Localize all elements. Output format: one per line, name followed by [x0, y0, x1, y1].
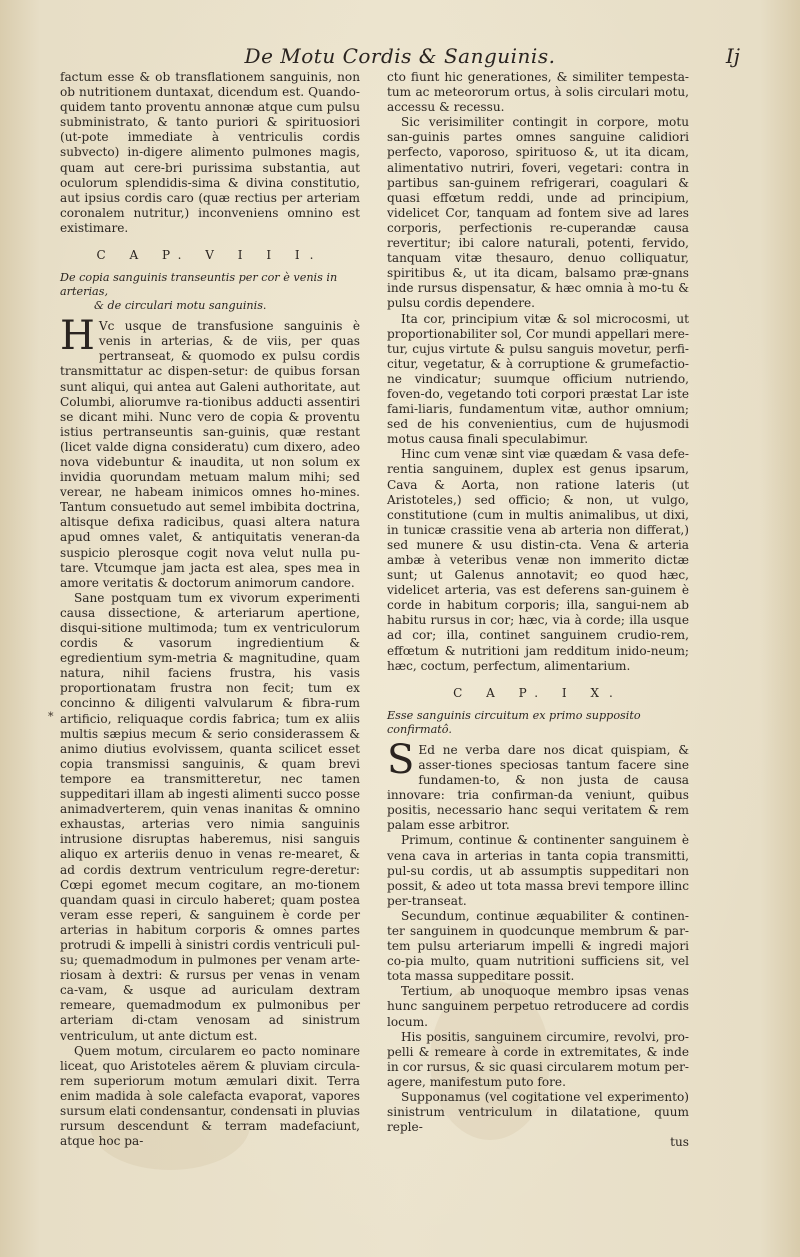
- paragraph: Tertium, ab unoquoque membro ipsas venas hunc sanguinem perpetuo retroducere ad cordis locum.: [387, 984, 689, 1029]
- paragraph: [387, 736, 689, 834]
- paragraph: Primum, continue & continenter sanguinem è vena cava in arterias in tanta copia transmitti, pul-su cordis, ut ab assumptis suppeditari non possit, & adeo ut tota massa brevi tempore illinc per-transeat.: [387, 833, 689, 908]
- chapter-title-line: & de circulari motu sanguinis.: [94, 299, 267, 313]
- right-column: [387, 70, 689, 1150]
- drop-cap: S: [387, 736, 415, 783]
- paragraph: His positis, sanguinem circumire, revolvi, pro-pelli & remeare à corde in extremitates, & inde in cor rursus, & sic quasi circularem motum per-agere, manifestum puto fore.: [387, 1029, 689, 1089]
- margin-star-mark: *: [48, 710, 54, 723]
- page-number: Ij: [725, 44, 740, 68]
- chapter-heading: C A P. I X.: [453, 685, 623, 700]
- paragraph: Sane postquam tum ex vivorum experimenti causa dissectione, & arteriarum apertione, disqui-sitione multimoda; tum ex ventriculorum cordis & vasorum ingredientium & egredientium sym-metria & magnitudine, quam natura, nihil faciens frustra, his vasis proportionatam frustra non fecit; tum ex concinno & diligenti valvularum & fibra-rum artificio, reliquaque cordis fabrica; tum ex aliis multis sæpius mecum & serio considerassem & animo diutius evolvissem, quanta scilicet esset copia transmissi sanguinis, & quam brevi tempore ea transmitteretur, nec tamen suppeditari illam ab ingesti alimenti succo posse animadverterem, quin venas inanitas & omnino exhaustas, arterias vero nimia sanguinis intrusione disruptas haberemus, nisi sanguis aliquo ex arteriis denuo in venas re-mearet, & ad cordis dextrum ventriculum regre-deretur: Cœpi egomet mecum cogitare, an mo-tionem quandam quasi in circulo haberet; quam postea veram esse reperi, & sanguinem è corde per arterias in habitum corporis & omnes partes protrudi & impelli à sinistri cordis ventriculi pul-su; quemadmodum in pulmones per venam arte-riosam à dextri: & rursus per venas in venam ca-vam, & usque ad auriculam dextram remeare, quemadmodum ex pulmonibus per arteriam di-ctam venosam ad sinistrum ventriculum, ut ante dictum est.: [60, 590, 360, 1043]
- paragraph: Ita cor, principium vitæ & sol microcosmi, ut proportionabiliter sol, Cor mundi appellari mere-tur, cujus virtute & pulsu sanguis movetur, perfi-citur, vegetatur, & à corruptione & grumefactio-ne vindicatur; suumque officium nutriendo, foven-do, vegetando toti corpori præstat Lar iste fami-liaris, fundamentum vitæ, author omnium; sed de his convenientius, cum de hujusmodi motus causa finali speculabimur.: [387, 311, 689, 447]
- drop-cap: H: [60, 313, 95, 360]
- paragraph: [60, 313, 360, 591]
- paragraph-text: Vc usque de transfusione sanguinis è venis in arterias, & de viis, per quas pertranseat, & quomodo ex pulsu cordis transmittatur ac dispen-setur: de quibus forsan sunt aliqui, qui antea aut Galeni authoritate, aut Columbi, aliorumve ra-tionibus adducti assentiri se dicant mihi. Nunc vero de copia & proventu istius pertranseuntis san-guinis, quæ restant (licet valde digna consideratu) cum dixero, adeo nova videbuntur & inaudita, ut non solum ex invidia quorundam metuam malum mihi; sed verear, ne habeam inimicos omnes ho-mines. Tantum consuetudo aut semel imbibita doctrina, altisque defixa radicibus, quasi altera natura apud omnes valet, & antiquitatis veneran-da suspicio plerosque cogit nova velut nulla pu-tare. Vtcumque jam jacta est alea, spes mea in amore veritatis & doctorum animorum candore.: [60, 319, 360, 590]
- chapter-heading: C A P. V I I I.: [96, 248, 324, 263]
- paragraph-text: Ed ne verba dare nos dicat quispiam, & asser-tiones speciosas tantum facere sine fundamen-to, & non justa de causa innovare: tria confirman-da veniunt, quibus positis, necessario hanc sequi veritatem & rem palam esse arbitror.: [387, 742, 689, 833]
- paragraph: Sic verisimiliter contingit in corpore, motu san-guinis partes omnes sanguine calidiori perfecto, vaporoso, spirituoso &, ut ita dicam, alimentativo nutriri, foveri, vegetari: contra in partibus san-guinem refrigerari, coagulari & quasi effœtum reddi, unde ad principium, videlicet Cor, tanquam ad fontem sive ad lares corporis, perfectionis re-cuperandæ causa revertitur; ibi calore naturali, potenti, fervido, tanquam vitæ thesauro, denuo colliquatur, spiritibus &, ut ita dicam, balsamo præ-gnans inde rursus dispensatur, & hæc omnia à mo-tu & pulsu cordis dependere.: [387, 115, 689, 311]
- paragraph: Secundum, continue æquabiliter & continen-ter sanguinem in quodcunque membrum & par-tem pulsu arteriarum impelli & ingredi majori co-pia multo, quam nutritioni sufficiens sit, vel tota massa suppeditare possit.: [387, 908, 689, 984]
- chapter-title: Esse sanguinis circuitum ex primo supposito confirmatô.: [387, 708, 641, 736]
- chapter-title: [60, 271, 360, 313]
- paragraph: Supponamus (vel cogitatione vel experimento) sinistrum ventriculum in dilatatione, quum reple-: [387, 1090, 689, 1135]
- left-column: [60, 70, 360, 1149]
- paragraph: Quem motum, circularem eo pacto nominare liceat, quo Aristoteles aërem & pluviam circula-rem superiorum motum æmulari dixit. Terra enim madida à sole calefacta evaporat, vapores sursum elati condensantur, condensati in pluvias rursum descendunt & terram madefaciunt, atque hoc pa-: [60, 1043, 360, 1149]
- paragraph: cto fiunt hic generationes, & similiter tempesta-tum ac meteororum ortus, à solis circulari motu, accessu & recessu.: [387, 70, 689, 115]
- chapter-title-line: De copia sanguinis transeuntis per cor è venis in arterias,: [60, 271, 338, 299]
- paragraph: Hinc cum venæ sint viæ quædam & vasa defe-rentia sanguinem, duplex est genus ipsarum, Cava & Aorta, non ratione lateris (ut Aristoteles,) sed officio; & non, ut vulgo, constitutione (cum in multis animalibus, ut dixi, in tunicæ crassitie vena ab arteria non differat,) sed munere & usu distin-cta. Vena & arteria ambæ à veteribus venæ non immerito dictæ sunt; ut Galenus annotavit; eo quod hæc, videlicet arteria, vas est deferens san-guinem è corde in habitum corporis; illa, sangui-nem ab habitu rursus in cor; hæc, via à corde; illa usque ad cor; illa, continet sanguinem crudio-rem, effœtum & nutritioni jam redditum inido-neum; hæc, coctum, perfectum, alimentarium.: [387, 447, 689, 673]
- paragraph: factum esse & ob transflationem sanguinis, non ob nutritionem duntaxat, dicendum est. Quando-quidem tanto proventu annonæ atque cum pulsu subministrato, & tanto puriori & spirituosiori (ut-pote immediate à ventriculis cordis subvecto) in-digere alimento pulmones magis, quam aut cere-bri purissima substantia, aut oculorum splendidis-sima & divina constitutio, aut ipsius cordis caro (quæ rectius per arteriam coronalem nutritur,) inconveniens omnino est existimare.: [60, 70, 360, 235]
- catchword: tus: [670, 1135, 689, 1150]
- running-head: De Motu Cordis & Sanguinis.: [244, 44, 556, 68]
